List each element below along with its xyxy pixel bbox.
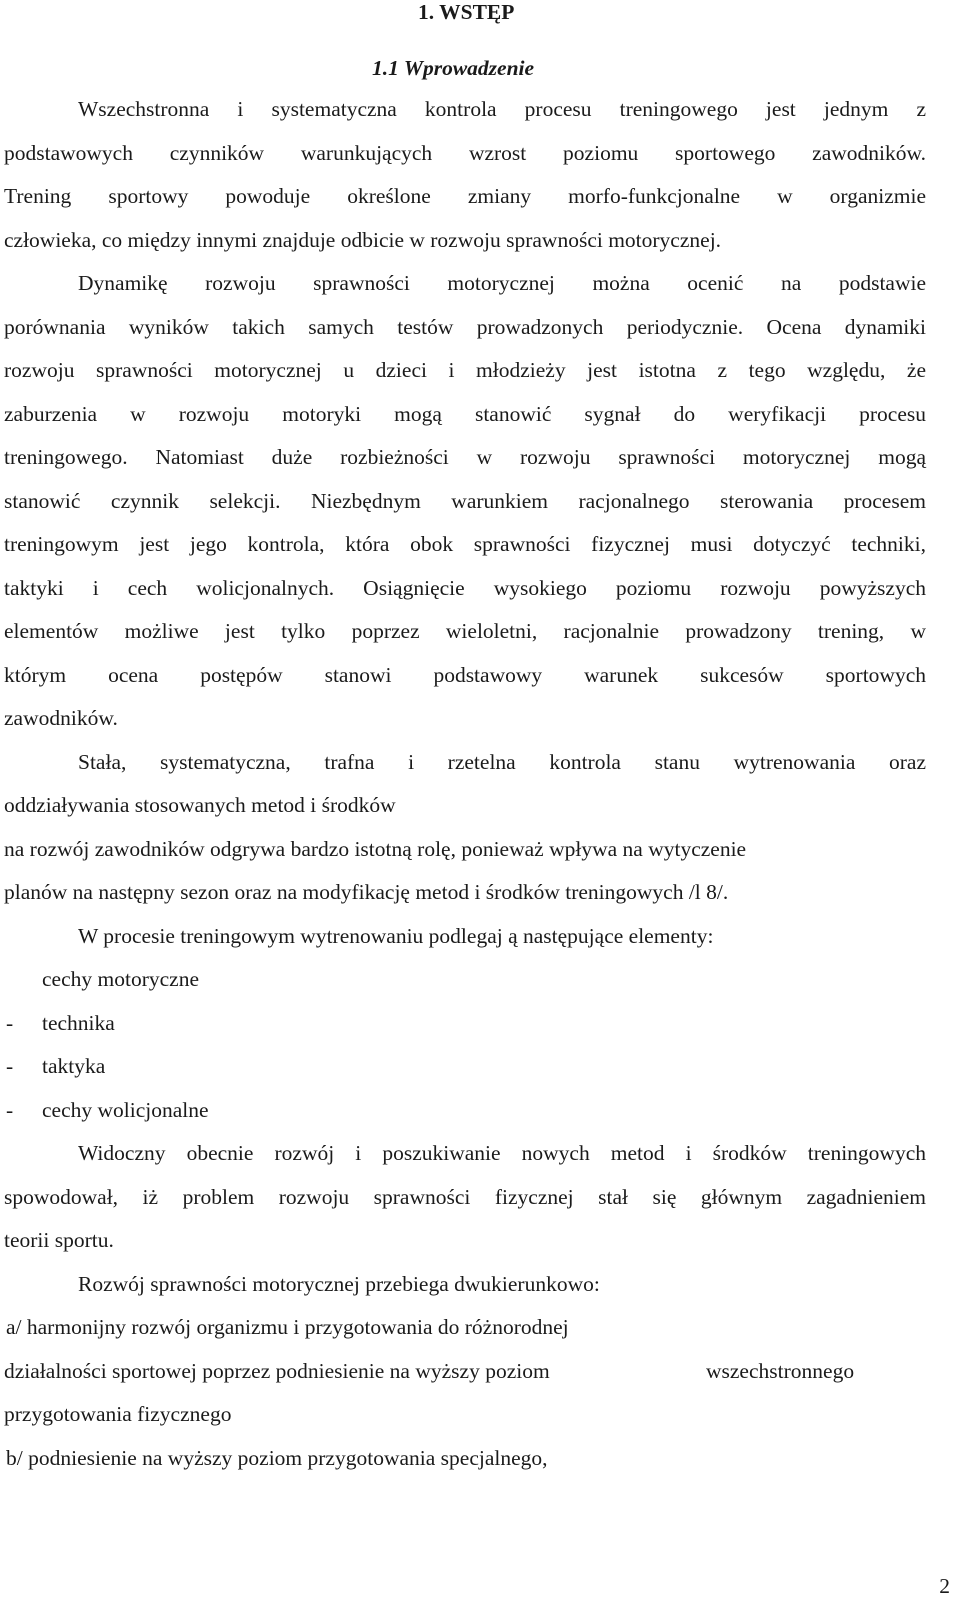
paragraph-line: podstawowych czynników warunkujących wzrost poziomu sportowego zawodników. bbox=[4, 141, 926, 165]
section-heading: 1. WSTĘP bbox=[418, 0, 515, 24]
list-item: cechy motoryczne bbox=[42, 967, 199, 991]
paragraph-line: zaburzenia w rozwoju motoryki mogą stanowić sygnał do weryfikacji procesu bbox=[4, 402, 926, 426]
list-marker: - bbox=[6, 1054, 14, 1078]
paragraph-line: teorii sportu. bbox=[4, 1228, 114, 1252]
paragraph-line: elementów możliwe jest tylko poprzez wieloletni, racjonalnie prowadzony trening, w bbox=[4, 619, 926, 643]
list-marker: - bbox=[6, 1098, 14, 1122]
paragraph-line: taktyki i cech wolicjonalnych. Osiągnięcie wysokiego poziomu rozwoju powyższych bbox=[4, 576, 926, 600]
paragraph-line: Trening sportowy powoduje określone zmiany morfo-funkcjonalne w organizmie bbox=[4, 184, 926, 208]
paragraph-line: na rozwój zawodników odgrywa bardzo istotną rolę, ponieważ wpływa na wytyczenie bbox=[4, 837, 747, 861]
list-intro: W procesie treningowym wytrenowaniu podlegaj ą następujące elementy: bbox=[78, 924, 714, 948]
paragraph-line: a/ harmonijny rozwój organizmu i przygotowania do różnorodnej bbox=[6, 1315, 569, 1339]
paragraph-line: planów na następny sezon oraz na modyfikację metod i środków treningowych /l 8/. bbox=[4, 880, 729, 904]
paragraph-line: człowieka, co między innymi znajduje odbicie w rozwoju sprawności motorycznej. bbox=[4, 228, 722, 252]
paragraph-line: działalności sportowej poprzez podniesienie na wyższy poziom bbox=[4, 1359, 550, 1383]
paragraph-line: Dynamikę rozwoju sprawności motorycznej można ocenić na podstawie bbox=[78, 271, 926, 295]
paragraph-line: przygotowania fizycznego bbox=[4, 1402, 232, 1426]
subsection-heading: 1.1 Wprowadzenie bbox=[372, 56, 535, 80]
paragraph-line: spowodował, iż problem rozwoju sprawności fizycznej stał się głównym zagadnieniem bbox=[4, 1185, 926, 1209]
list-item: technika bbox=[42, 1011, 115, 1035]
paragraph-line: którym ocena postępów stanowi podstawowy warunek sukcesów sportowych bbox=[4, 663, 926, 687]
list-marker: - bbox=[6, 1011, 14, 1035]
list-item: taktyka bbox=[42, 1054, 106, 1078]
paragraph-line: Wszechstronna i systematyczna kontrola procesu treningowego jest jednym z bbox=[78, 97, 926, 121]
paragraph-line: Stała, systematyczna, trafna i rzetelna kontrola stanu wytrenowania oraz bbox=[78, 750, 926, 774]
paragraph-line: oddziaływania stosowanych metod i środków bbox=[4, 793, 396, 817]
paragraph-line: treningowym jest jego kontrola, która obok sprawności fizycznej musi dotyczyć techniki, bbox=[4, 532, 926, 556]
paragraph-line: Widoczny obecnie rozwój i poszukiwanie nowych metod i środków treningowych bbox=[78, 1141, 926, 1165]
paragraph-intro: Rozwój sprawności motorycznej przebiega dwukierunkowo: bbox=[78, 1272, 600, 1296]
paragraph-line: b/ podniesienie na wyższy poziom przygotowania specjalnego, bbox=[6, 1446, 548, 1470]
paragraph-line: treningowego. Natomiast duże rozbieżności w rozwoju sprawności motorycznej mogą bbox=[4, 445, 926, 469]
paragraph-line: rozwoju sprawności motorycznej u dzieci i młodzieży jest istotna z tego względu, że bbox=[4, 358, 926, 382]
page-number: 2 bbox=[939, 1574, 950, 1598]
paragraph-line: zawodników. bbox=[4, 706, 118, 730]
paragraph-line: wszechstronnego bbox=[706, 1359, 855, 1383]
list-item: cechy wolicjonalne bbox=[42, 1098, 209, 1122]
paragraph-line: stanowić czynnik selekcji. Niezbędnym warunkiem racjonalnego sterowania procesem bbox=[4, 489, 926, 513]
paragraph-line: porównania wyników takich samych testów prowadzonych periodycznie. Ocena dynamiki bbox=[4, 315, 926, 339]
